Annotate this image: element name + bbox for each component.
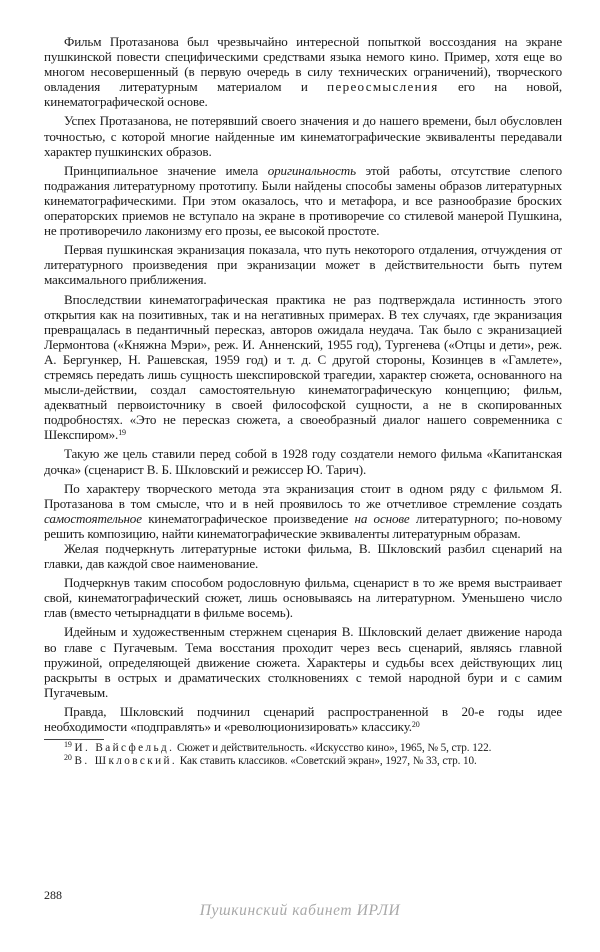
paragraph-7-text: По характеру творческого метода эта экранизация стоит в одном ряду с фильмом Я. Протазанова в том смысле, что и в ней проявилось то же отчетливое стремление создать (44, 480, 562, 511)
paragraph-1-text: Фильм Протазанова был чрезвычайно интересной попыткой воссоздания на экране пушкинской повести специфическими средствами языка немого кино. Пример, хотя еще во многом несовершенный (в первую очередь в силу технических ограничений), творческого овладения литературным материалом и (44, 34, 562, 95)
spaced-emphasis: переосмысления (327, 79, 439, 95)
footnote-divider (44, 739, 104, 740)
footnote-ref-20: 20 (411, 720, 420, 730)
paragraph-7-mid: кинематографическое произведение (141, 510, 355, 526)
watermark: Пушкинский кабинет ИРЛИ (199, 902, 401, 919)
footnote-author: И. Вайсфельд. (74, 742, 175, 755)
paragraph-7-tail: литературного; по-новому решить композицию, найти кинематографические эквиваленты литературным образам. (44, 510, 562, 541)
paragraph-1 (44, 34, 562, 109)
paragraph-11 (44, 704, 562, 734)
footnote-number: 20 (64, 753, 72, 763)
footnote-text: Сюжет и действительность. «Искусство кино», 1965, № 5, стр. 122. (174, 742, 492, 755)
paragraph-7 (44, 481, 562, 541)
paragraph-11-text: Правда, Шкловский подчинил сценарий распространенной в 20-е годы идее необходимости «подправлять» и «революционизировать» классику. (44, 703, 562, 735)
paragraph-5 (44, 292, 562, 443)
paragraph-6: Такую же цель ставили перед собой в 1928 году создатели немого фильма «Капитанская дочка» (сценарист В. Б. Шкловский и режиссер Ю. Тарич). (44, 446, 562, 477)
italic-emphasis: оригинальность (267, 162, 356, 178)
italic-emphasis: самостоятельное (44, 510, 142, 526)
paragraph-10: Идейным и художественным стержнем сценария В. Шкловский делает движение народа во главе с Пугачевым. Тема восстания проходит через весь сценарий, являясь главной пружиной, определяющей движение сюжета. Характеры и судьбы всех действующих лиц раскрыты в острых и драматических столкновениях с темой народной бури и с самим Пугачевым. (44, 624, 562, 700)
paragraph-3-tail: этой работы, отсутствие слепого подражания литературному прототипу. Были найдены способы замены образов литературных кинематографическими. При этом оказалось, что и метафора, и все разнообразие броских операторских приемов не вступало на экране в противоречие со стилевой манерой Пушкина, не противоречило лаконизму его прозы, ее высокой простоте. (44, 162, 563, 239)
paragraph-8: Желая подчеркнуть литературные истоки фильма, В. Шкловский разбил сценарий на главки, дав каждой свое наименование. (44, 541, 562, 572)
paragraph-5-text: Впоследствии кинематографическая практика не раз подтверждала истинность этого открытия как на позитивных, так и на негативных примерах. В тех случаях, где экранизация превращалась в педантичный пересказ, авторов ожидала неудача. Так было с экранизацией Лермонтова («Княжна Мэри», реж. И. Анненский, 1955 год), Тургенева («Отцы и дети», реж. А. Бергункер, Н. Рашевская, 1959 год) и т. д. С другой стороны, Козинцев в «Гамлете», стремясь передать лишь сущность шекспировской трагедии, характер сюжета, основанного на мысли-действии, создал самостоятельную кинематографическую концепцию; фильм, адекватный первоисточнику в своей философской сущности, а не в скопированных подробностях. «Это не пересказ сюжета, а своеобразный диалог нашего современника с Шекспиром». (44, 291, 562, 443)
italic-emphasis-2: на основе (354, 510, 410, 526)
footnote-number: 19 (64, 740, 72, 750)
page-body (44, 34, 562, 768)
footnote-author: В. Шкловский. (74, 755, 178, 768)
paragraph-3 (44, 163, 562, 238)
paragraph-3-text: Принципиальное значение имела (64, 162, 268, 178)
footnote-ref-19: 19 (118, 428, 126, 438)
paragraph-1-tail: его на новой, кинематографической основе. (44, 79, 562, 110)
page-number: 288 (44, 888, 62, 902)
footnote-20 (44, 755, 562, 768)
paragraph-9: Подчеркнув таким способом родословную фильма, сценарист в то же время выстраивает свой, кинематографический сюжет, лишь основываясь на литературном. Уменьшено число глав (вместо четырнадцати в фильме восемь). (44, 575, 562, 621)
paragraph-2: Успех Протазанова, не потерявший своего значения и до нашего времени, был обусловлен точностью, с которой многие найденные им кинематографические эквиваленты передавали характер пушкинских образов. (44, 113, 562, 159)
footnote-text: Как ставить классиков. «Советский экран», 1927, № 33, стр. 10. (177, 755, 477, 768)
footnote-19 (44, 742, 562, 755)
paragraph-4: Первая пушкинская экранизация показала, что путь некоторого отдаления, отчуждения от литературного произведения при экранизации может в действительности быть путем максимального приближения. (44, 242, 562, 288)
